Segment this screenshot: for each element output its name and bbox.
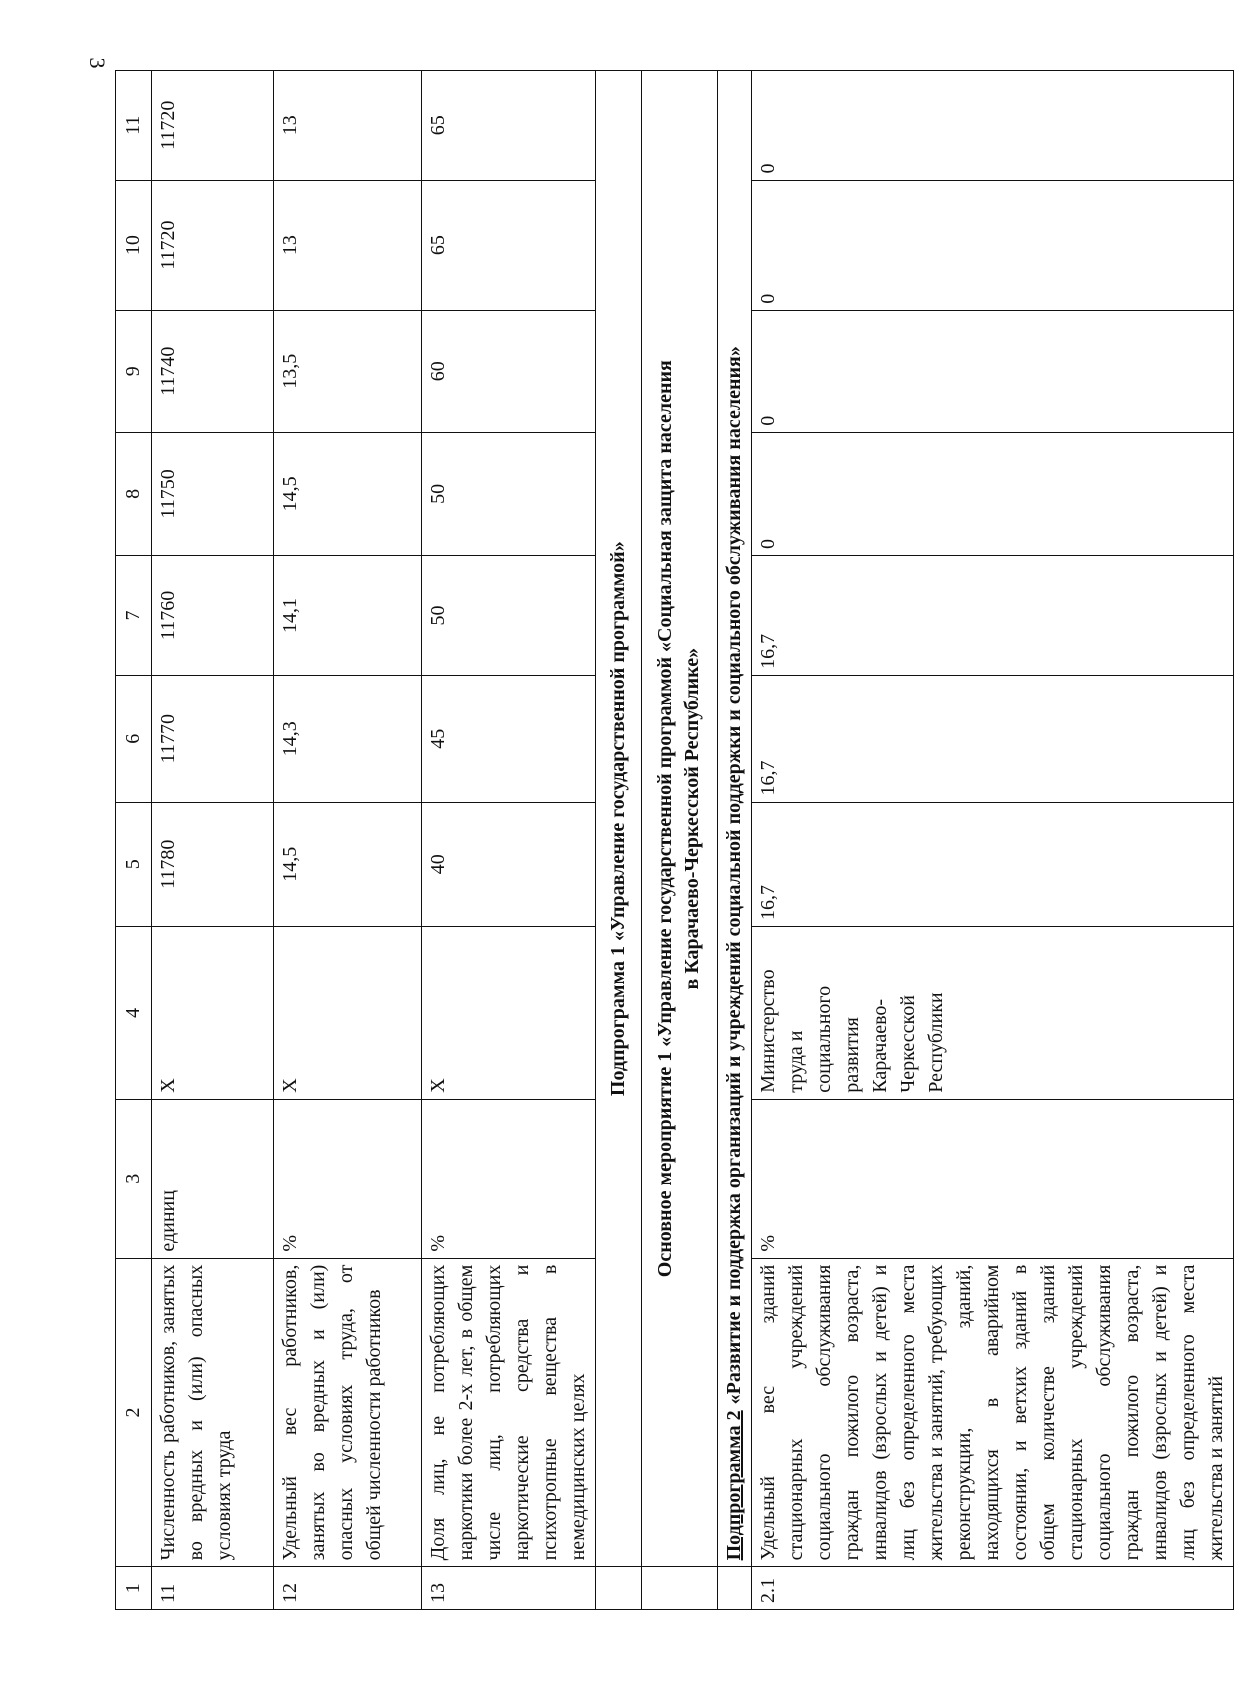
subprogram-2-title [718, 71, 752, 1567]
value-cell: 14,1 [274, 556, 422, 676]
header-cell: 1 [116, 1567, 152, 1610]
value-cell: 60 [422, 310, 596, 432]
value-cell: 50 [422, 432, 596, 555]
row-number: 2.1 [752, 1567, 1234, 1610]
page-number: 3 [85, 57, 110, 69]
table-row [274, 71, 422, 1610]
main-event-line-2: в Карачаево-Черкесской Республике» [681, 647, 703, 990]
value-cell: 0 [752, 180, 1234, 310]
value-cell: 11720 [152, 180, 274, 310]
subprogram-2-prefix: Подпрограмма 2 [723, 1410, 745, 1561]
header-cell: 2 [116, 1258, 152, 1567]
value-cell: 16,7 [752, 556, 1234, 676]
value-cell: 0 [752, 432, 1234, 555]
indicator-name: Удельный вес зданий стационарных учреждений социального обслуживания граждан пожилого возраста, инвалидов (взрослых и детей) и лиц без определенного места жительства и занятий, требующих реконструкции, зданий, находящихся в аварийном состоянии, и ветхих зданий в общем количестве зданий стационарных учреждений социального обслуживания граждан пожилого возраста, инвалидов (взрослых и детей) и лиц без определенного места жительства и занятий [752, 1258, 1234, 1567]
value-cell: 65 [422, 180, 596, 310]
value-cell: 11740 [152, 310, 274, 432]
responsible-cell: Х [152, 926, 274, 1099]
row-number: 12 [274, 1567, 422, 1610]
table-row [152, 71, 274, 1610]
header-cell: 7 [116, 556, 152, 676]
row-number: 13 [422, 1567, 596, 1610]
value-cell: 40 [422, 802, 596, 926]
section-row [596, 71, 642, 1610]
header-cell: 6 [116, 675, 152, 802]
value-cell: 11760 [152, 556, 274, 676]
value-cell: 50 [422, 556, 596, 676]
value-cell: 14,3 [274, 675, 422, 802]
responsible-cell: Х [274, 926, 422, 1099]
main-event-line-1: Основное мероприятие 1 «Управление государственной программой «Социальная защита населения [654, 360, 676, 1278]
indicator-name: Удельный вес работников, занятых во вредных и (или) опасных условиях труда, от общей численности работников [274, 1258, 422, 1567]
subprogram-2-rest: «Развитие и поддержка организаций и учреждений социальной поддержки и социального обслуживания населения» [723, 346, 745, 1410]
indicators-table [115, 70, 1234, 1610]
table-row [752, 71, 1234, 1610]
section-number-cell [596, 1567, 642, 1610]
unit-cell: % [274, 1099, 422, 1258]
value-cell: 45 [422, 675, 596, 802]
indicator-name: Численность работников, занятых во вредных и (или) опасных условиях труда [152, 1258, 274, 1567]
value-cell: 65 [422, 71, 596, 181]
section-number-cell [718, 1567, 752, 1610]
main-event-title [642, 71, 718, 1567]
value-cell: 11770 [152, 675, 274, 802]
header-row [116, 71, 152, 1610]
value-cell: 13,5 [274, 310, 422, 432]
section-row [718, 71, 752, 1610]
unit-cell: единиц [152, 1099, 274, 1258]
header-cell: 5 [116, 802, 152, 926]
header-cell: 11 [116, 71, 152, 181]
header-cell: 3 [116, 1099, 152, 1258]
responsible-cell: Министерство труда и социального развития Карачаево-Черкесской Республики [752, 926, 1234, 1099]
value-cell: 16,7 [752, 802, 1234, 926]
section-row [642, 71, 718, 1610]
unit-cell: % [422, 1099, 596, 1258]
rotated-table-wrapper [115, 70, 1227, 1610]
responsible-cell: Х [422, 926, 596, 1099]
section-number-cell [642, 1567, 718, 1610]
subprogram-1-title: Подпрограмма 1 «Управление государственной программой» [596, 71, 642, 1567]
unit-cell: % [752, 1099, 1234, 1258]
value-cell: 11780 [152, 802, 274, 926]
value-cell: 14,5 [274, 802, 422, 926]
indicator-name: Доля лиц, не потребляющих наркотики более 2-х лет, в общем числе лиц, потребляющих наркотические средства и психотропные вещества в немедицинских целях [422, 1258, 596, 1567]
header-cell: 8 [116, 432, 152, 555]
header-cell: 10 [116, 180, 152, 310]
header-cell: 4 [116, 926, 152, 1099]
value-cell: 13 [274, 71, 422, 181]
value-cell: 13 [274, 180, 422, 310]
value-cell: 14,5 [274, 432, 422, 555]
value-cell: 0 [752, 71, 1234, 181]
header-cell: 9 [116, 310, 152, 432]
value-cell: 0 [752, 310, 1234, 432]
table-row [422, 71, 596, 1610]
value-cell: 11750 [152, 432, 274, 555]
row-number: 11 [152, 1567, 274, 1610]
value-cell: 11720 [152, 71, 274, 181]
value-cell: 16,7 [752, 675, 1234, 802]
